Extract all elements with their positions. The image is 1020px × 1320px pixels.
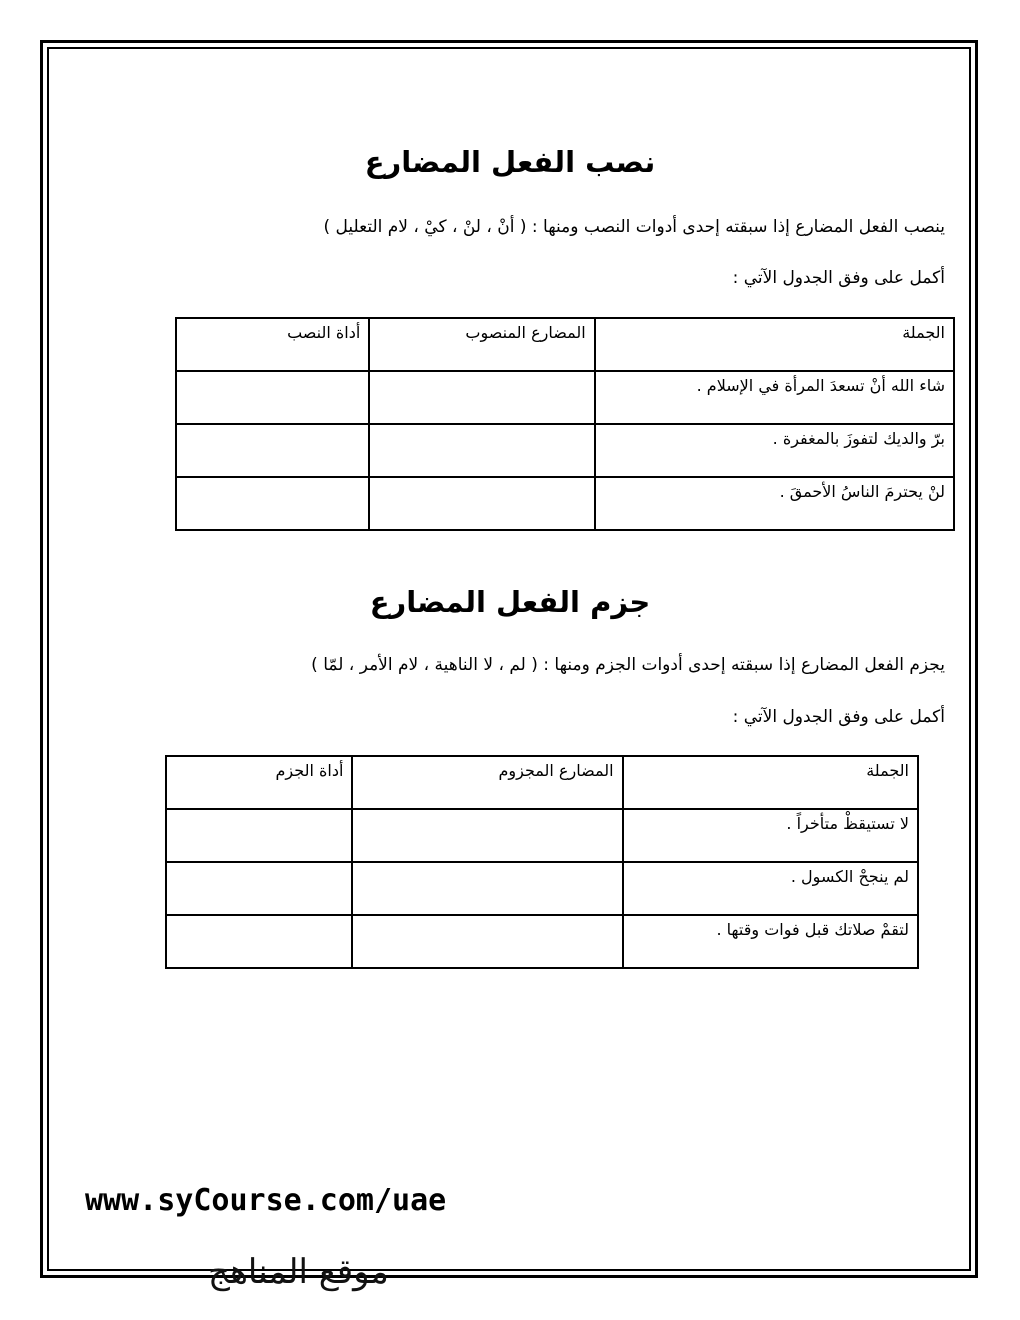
answer-verb-cell[interactable]: [352, 862, 622, 915]
footer-url[interactable]: www.syCourse.com/uae: [85, 1183, 447, 1218]
table-row: [166, 862, 918, 915]
table-row: [176, 477, 954, 530]
sentence-cell: لا تستيقظْ متأخراً .: [623, 809, 918, 862]
header-verb: المضارع المنصوب: [369, 318, 594, 371]
section2-title: جزم الفعل المضارع: [369, 585, 651, 619]
header-sentence: الجملة: [595, 318, 954, 371]
table-row: [166, 915, 918, 968]
answer-particle-cell[interactable]: [176, 371, 369, 424]
answer-verb-cell[interactable]: [352, 915, 622, 968]
table-header-row: [176, 318, 954, 371]
answer-verb-cell[interactable]: [369, 424, 594, 477]
answer-verb-cell[interactable]: [352, 809, 622, 862]
sentence-cell: لتقمْ صلاتك قبل فوات وقتها .: [623, 915, 918, 968]
answer-particle-cell[interactable]: [176, 477, 369, 530]
answer-particle-cell[interactable]: [176, 424, 369, 477]
sentence-cell: لم ينجحْ الكسول .: [623, 862, 918, 915]
header-sentence: الجملة: [623, 756, 918, 809]
answer-particle-cell[interactable]: [166, 862, 352, 915]
footer-site-name: موقع المناهج: [208, 1252, 389, 1292]
answer-verb-cell[interactable]: [369, 477, 594, 530]
jazm-table: [165, 755, 919, 969]
nasb-table: [175, 317, 955, 531]
sentence-cell: برّ والديك لتفوزَ بالمغفرة .: [595, 424, 954, 477]
answer-verb-cell[interactable]: [369, 371, 594, 424]
header-particle: أداة الجزم: [166, 756, 352, 809]
section2-intro: يجزم الفعل المضارع إذا سبقته إحدى أدوات الجزم ومنها : ( لم ، لا الناهية ، لام الأمر ، لمّا ): [311, 655, 945, 675]
sentence-cell: لنْ يحترمَ الناسُ الأحمقَ .: [595, 477, 954, 530]
section1-instruction: أكمل على وفق الجدول الآتي :: [732, 268, 945, 288]
table-row: [176, 371, 954, 424]
table-header-row: [166, 756, 918, 809]
section1-intro: ينصب الفعل المضارع إذا سبقته إحدى أدوات النصب ومنها : ( أنْ ، لنْ ، كيْ ، لام التعليل ): [323, 217, 945, 237]
answer-particle-cell[interactable]: [166, 809, 352, 862]
section2-instruction: أكمل على وفق الجدول الآتي :: [732, 707, 945, 727]
table-row: [176, 424, 954, 477]
header-particle: أداة النصب: [176, 318, 369, 371]
sentence-cell: شاء الله أنْ تسعدَ المرأة في الإسلام .: [595, 371, 954, 424]
table-row: [166, 809, 918, 862]
header-verb: المضارع المجزوم: [352, 756, 622, 809]
section1-title: نصب الفعل المضارع: [364, 145, 656, 179]
answer-particle-cell[interactable]: [166, 915, 352, 968]
